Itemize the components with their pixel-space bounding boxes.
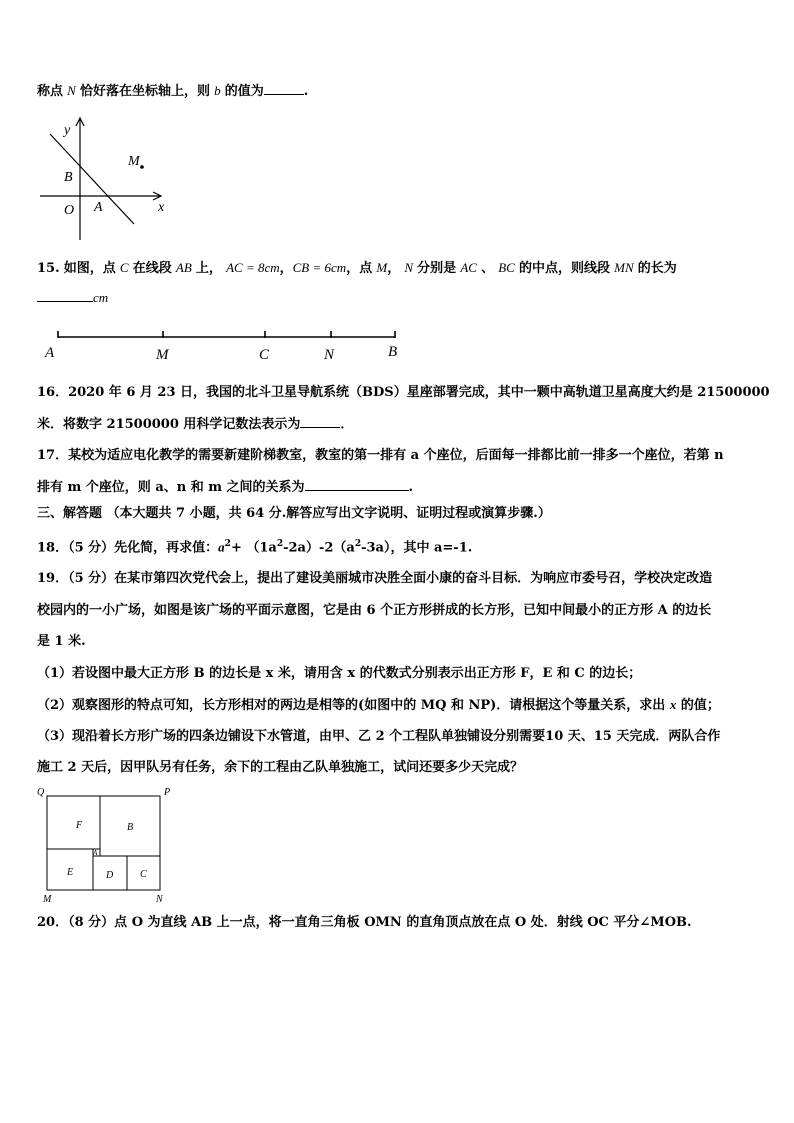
label-C: C [259, 347, 270, 363]
question-19-sub3-line2: 施工 2 天后，因甲队另有任务，余下的工程由乙队单独施工，试问还要多少天完成？ [37, 760, 524, 775]
answer-blank[interactable] [305, 478, 409, 491]
figure-square-plaza [34, 784, 184, 909]
label-O: O [64, 203, 75, 218]
answer-blank[interactable] [264, 82, 304, 95]
question-20: 20．（8 分）点 O 为直线 AB 上一点，将一直角三角板 OMN 的直角顶点放在点 O 处．射线 OC 平分∠MOB. [37, 915, 692, 930]
question-15-answer: cm [37, 289, 108, 308]
question-15: 15. 如图，点 C 在线段 AB 上， AC = 8cm，CB = 6cm，点 M， N 分别是 AC 、 BC 的中点，则线段 MN 的长为 [37, 260, 677, 276]
label-A: A [94, 200, 103, 215]
figure-coordinate-plane [30, 112, 190, 247]
question-16-line2: 米．将数字 21500000 用科学记数法表示为 ． [37, 417, 354, 432]
label-N: N [156, 894, 163, 905]
label-A: A [93, 849, 98, 857]
label-M: M [156, 347, 169, 363]
question-19-line2: 校园内的一小广场，如图是该广场的平面示意图，它是由 6 个正方形拼成的长方形，已知中间最小的正方形 A 的边长 [37, 603, 712, 618]
question-19-line1: 19．（5 分）在某市第四次党代会上，提出了建设美丽城市决胜全面小康的奋斗目标．为响应市委号召，学校决定改造 [37, 571, 713, 586]
label-E: E [67, 867, 74, 878]
answer-blank[interactable] [300, 415, 340, 428]
label-A: A [45, 345, 55, 361]
question-19-sub2: （2）观察图形的特点可知，长方形相对的两边是相等的(如图中的 MQ 和 NP)．请根据这个等量关系，求出 x 的值； [37, 697, 720, 713]
figure-segment-AB [40, 328, 420, 366]
label-B: B [127, 822, 134, 833]
question-19-line3: 是 1 米. [37, 634, 86, 649]
label-P: P [164, 787, 171, 798]
label-N: N [324, 347, 335, 363]
section-heading: 三、解答题 （本大题共 7 小题，共 64 分.解答应写出文字说明、证明过程或演算步骤.） [37, 506, 551, 521]
question-16-line1: 16．2020 年 6 月 23 日，我国的北斗卫星导航系统（BDS）星座部署完成，其中一颗中高轨道卫星高度大约是 21500000 [37, 385, 770, 400]
label-M: M [128, 154, 140, 169]
question-19-sub3-line1: （3）现沿着长方形广场的四条边铺设下水管道，由甲、乙 2 个工程队单独铺设分别需要10 天、15 天完成．两队合作 [37, 729, 721, 744]
question-17-line1: 17．某校为适应电化教学的需要新建阶梯教室，教室的第一排有 a 个座位，后面每一排都比前一排多一个座位，若第 n [37, 448, 724, 463]
label-M: M [43, 894, 52, 905]
label-B: B [64, 170, 73, 185]
label-B: B [388, 344, 398, 360]
q14-tail: 称点 N 恰好落在坐标轴上，则 b 的值为 . [37, 83, 309, 99]
label-D: D [106, 870, 114, 881]
label-Q: Q [37, 787, 45, 798]
question-17-line2: 排有 m 个座位，则 a、n 和 m 之间的关系为 . [37, 480, 414, 495]
question-18: 18．（5 分）先化简，再求值：$a^2+ (1a^2-2a)-2(a^2-3a)$，其中 a=-1. [37, 539, 473, 556]
label-F: F [76, 820, 83, 831]
question-19-sub1: （1）若设图中最大正方形 B 的边长是 x 米，请用含 x 的代数式分别表示出正方形 F，E 和 C 的边长； [37, 666, 642, 681]
answer-blank[interactable] [37, 289, 93, 302]
label-C: C [140, 869, 147, 880]
label-y: y [64, 123, 71, 138]
label-x: x [158, 200, 165, 215]
